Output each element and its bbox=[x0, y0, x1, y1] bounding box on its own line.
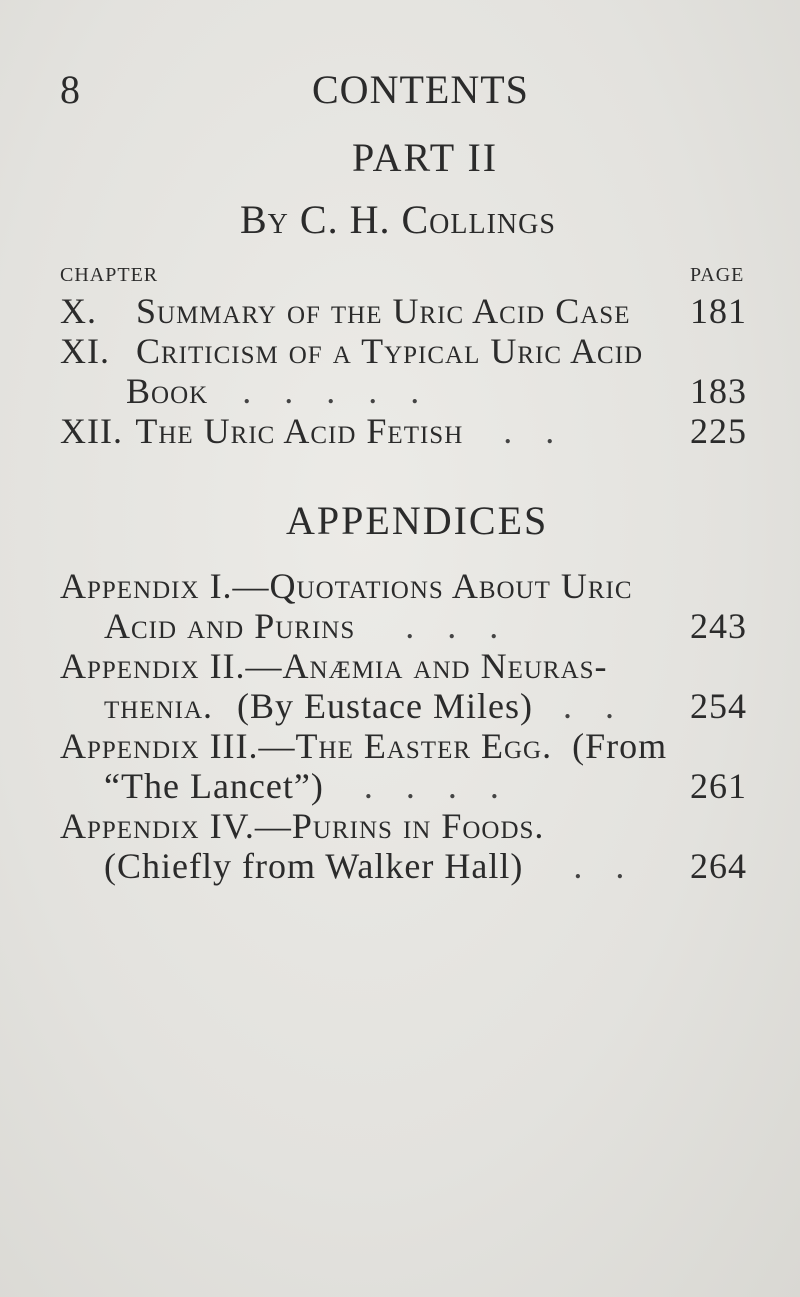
appendix-title-line2: “The Lancet”) bbox=[104, 766, 324, 806]
toc-entry-appendix-iv bbox=[60, 805, 544, 847]
appendix-page-number: 254 bbox=[690, 686, 747, 726]
chapter-page-number: 225 bbox=[690, 411, 747, 451]
chapter-title: Summary of the Uric Acid Case bbox=[136, 291, 631, 331]
dot-leader: . . . . . bbox=[242, 371, 432, 411]
dot-leader: . . bbox=[573, 846, 637, 886]
part-title: PART II bbox=[352, 135, 499, 180]
toc-entry-appendix-iii bbox=[60, 725, 667, 767]
appendix-title-line2: Acid and Purins bbox=[104, 606, 356, 646]
appendix-page-number: 243 bbox=[690, 606, 747, 646]
chapter-number: XI. bbox=[60, 331, 110, 371]
dot-leader: . . bbox=[562, 686, 626, 726]
chapter-number: XII. bbox=[60, 411, 123, 451]
toc-entry-chapter-xi bbox=[60, 330, 643, 372]
chapter-page-number: 183 bbox=[690, 371, 747, 411]
appendix-page-number: 264 bbox=[690, 846, 747, 886]
dot-leader: . . . . bbox=[363, 766, 511, 806]
chapter-number: X. bbox=[60, 291, 97, 331]
appendix-page-number: 261 bbox=[690, 766, 747, 806]
appendix-title-line1: Appendix IV.—Purins in Foods. bbox=[60, 806, 545, 846]
toc-entry-chapter-x bbox=[60, 290, 630, 332]
appendix-title-line1: Appendix II.—Anæmia and Neuras- bbox=[60, 646, 608, 686]
dot-leader: . . bbox=[503, 411, 567, 451]
chapter-title-line1: Criticism of a Typical Uric Acid bbox=[136, 331, 644, 371]
appendix-title-line2a: thenia. bbox=[104, 686, 214, 726]
appendices-heading: APPENDICES bbox=[286, 498, 549, 543]
chapter-page-number: 181 bbox=[690, 291, 747, 331]
running-head: CONTENTS bbox=[312, 67, 529, 112]
chapter-column-label: CHAPTER bbox=[60, 264, 159, 286]
toc-entry-appendix-iv-cont bbox=[104, 845, 636, 887]
toc-entry-chapter-xii bbox=[60, 410, 566, 452]
chapter-title-line2: Book bbox=[126, 371, 209, 411]
toc-entry-appendix-i bbox=[60, 565, 633, 607]
appendix-title-line1a: Appendix III.—The Easter Egg. bbox=[60, 726, 553, 766]
appendix-title-line1: Appendix I.—Quotations About Uric bbox=[60, 566, 633, 606]
appendix-title-line1b: (From bbox=[572, 726, 668, 766]
toc-entry-appendix-i-cont bbox=[104, 605, 510, 647]
toc-entry-appendix-iii-cont bbox=[104, 765, 511, 807]
page-column-label: PAGE bbox=[690, 264, 745, 286]
appendix-title-line2b: (By Eustace Miles) bbox=[237, 686, 533, 726]
part-author: By C. H. Collings bbox=[240, 197, 556, 242]
toc-entry-chapter-xi-cont bbox=[126, 370, 431, 412]
dot-leader: . . . bbox=[405, 606, 511, 646]
page-number: 8 bbox=[60, 67, 80, 112]
toc-entry-appendix-ii bbox=[60, 645, 608, 687]
appendix-title-line2: (Chiefly from Walker Hall) bbox=[104, 846, 524, 886]
chapter-title: The Uric Acid Fetish bbox=[135, 411, 464, 451]
toc-entry-appendix-ii-cont bbox=[104, 685, 626, 727]
